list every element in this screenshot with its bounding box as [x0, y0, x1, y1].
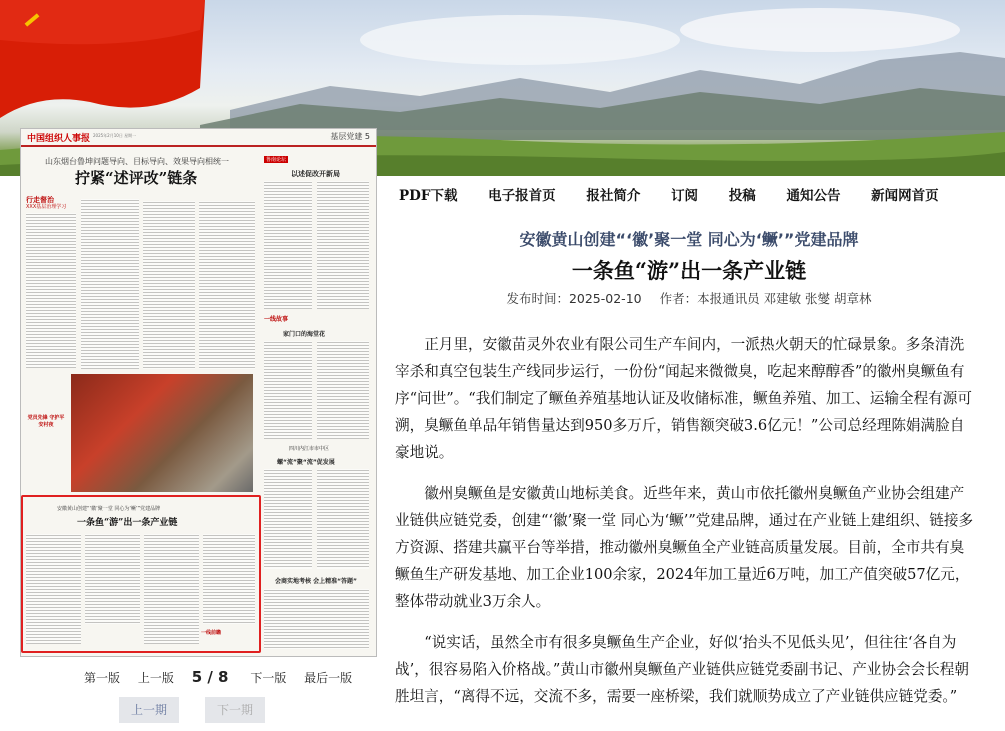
nav-subscribe[interactable]: 订阅 — [671, 188, 699, 204]
newspaper-section: 基层党建 5 — [330, 132, 370, 141]
article-paragraph: 徽州臭鳜鱼是安徽黄山地标美食。近些年来，黄山市依托徽州臭鳜鱼产业协会组建产业链供应链党委，创建“‘徽’聚一堂 同心为‘鳜’”党建品牌，通过在产业链上建组织、链接多方资源、搭建共赢平台等举措，推动徽州臭鳜鱼全产业链高质量发展。目前，全市共有臭鳜鱼生产研发基地、加工企业100余家，2024年加工量近6万吨，加工产值突破57亿元，整体带动就业3万余人。 — [395, 485, 974, 610]
article-subtitle: 安徽黄山创建“‘徽’聚一堂 同心为‘鳜’”党建品牌 — [519, 230, 859, 249]
np-text-block — [317, 341, 369, 439]
current-page-indicator: 5 / 8 — [191, 668, 229, 686]
np-text-block — [199, 201, 255, 369]
np-right-badge: 鲁南论坛 — [266, 157, 287, 163]
np-highlight-badge: 一线前瞻 — [201, 630, 222, 636]
np-red-section-mark: 一线故事 — [264, 316, 289, 323]
np-right-title-5[interactable]: 会商实地考核 会上精准“答题” — [275, 578, 357, 585]
np-highlight-subtitle: 安徽黄山创建“‘徽’聚一堂 同心为‘鳜’”党建品牌 — [57, 506, 161, 512]
np-text-block — [264, 589, 369, 649]
nav-notices[interactable]: 通知公告 — [786, 188, 841, 204]
np-highlight-title[interactable]: 一条鱼“游”出一条产业链 — [77, 518, 178, 528]
last-page-link[interactable]: 最后一版 — [304, 671, 353, 685]
article-paragraph: “说实话，虽然全市有很多臭鳜鱼生产企业，好似‘抬头不见低头见’，但往往‘各自为战’，很容易陷入价格战。”黄山市徽州臭鳜鱼产业链供应链党委副书记、产业协会会长程朝胜坦言，“离得不远，交流不多，需要一座桥梁，我们就顺势成立了产业链供应链党委。” — [395, 634, 969, 705]
newspaper-meta: 2025年2月10日 星期一 — [93, 133, 137, 138]
np-right-title-4[interactable]: 螺“流”聚“流”促发展 — [277, 459, 335, 466]
nav-about[interactable]: 报社简介 — [586, 188, 641, 204]
np-photo-side-caption: 党员先锋 守护平安村夜 — [27, 415, 65, 428]
main-nav — [399, 184, 965, 204]
prev-issue-button[interactable]: 上一期 — [119, 697, 179, 723]
np-tag: 行走督治 — [26, 196, 54, 204]
nav-news-home[interactable]: 新闻网首页 — [871, 188, 939, 204]
np-headline[interactable]: 拧紧“述评改”链条 — [75, 169, 198, 187]
np-text-block — [81, 199, 139, 369]
first-page-link[interactable]: 第一版 — [84, 671, 121, 685]
article-paragraph: 正月里，安徽苗灵外农业有限公司生产车间内，一派热火朝天的忙碌景象。多条清洗宰杀和真空包装生产线同步运行，一份份“闻起来微微臭，吃起来醇醇香”的徽州臭鳜鱼有序“问世”。“我们制定了鳜鱼养殖基地认证及收储标准，鳜鱼养殖、加工、运输全程有源可溯，臭鳜鱼单品年销售量达到950多万斤，销售额突破3.6亿元！”公司总经理陈娟满脸自豪地说。 — [395, 336, 972, 461]
np-right-title[interactable]: 以述促改开新局 — [291, 170, 340, 178]
article-title: 一条鱼“游”出一条产业链 — [571, 258, 807, 283]
np-text-block — [264, 181, 312, 309]
np-tag-sub: XXX基层治理学习 — [26, 204, 67, 210]
article-author: 作者：本报通讯员 邓建敏 张燮 胡章林 — [659, 291, 872, 306]
np-news-photo[interactable] — [71, 374, 253, 492]
newspaper-masthead — [21, 129, 376, 147]
np-text-block — [143, 201, 195, 369]
np-text-block — [317, 181, 369, 309]
np-subhead[interactable]: 山东烟台鲁坤问题导向、目标导向、效果导向相统一 — [45, 157, 229, 166]
nav-pdf-download[interactable]: PDF下载 — [399, 188, 458, 204]
article-meta — [404, 289, 974, 307]
next-page-link[interactable]: 下一版 — [250, 671, 287, 685]
np-text-block — [264, 341, 312, 439]
np-text-block — [317, 469, 369, 569]
np-text-block — [26, 213, 76, 368]
nav-epaper-home[interactable]: 电子报首页 — [488, 188, 556, 204]
newspaper-logo: 中国组织人事报 — [27, 134, 91, 144]
np-text-block — [264, 469, 312, 569]
np-right-title-3: 四川内江市市中区 — [289, 446, 330, 452]
next-issue-button[interactable]: 下一期 — [205, 697, 265, 723]
np-right-title-2[interactable]: 家门口的海堂花 — [283, 331, 326, 338]
prev-page-link[interactable]: 上一版 — [137, 671, 174, 685]
newspaper-page-thumbnail[interactable] — [20, 128, 377, 657]
article-date: 发布时间：2025-02-10 — [506, 291, 642, 306]
page-pager — [84, 668, 366, 686]
nav-submit[interactable]: 投稿 — [728, 188, 756, 204]
article-body — [395, 331, 975, 724]
